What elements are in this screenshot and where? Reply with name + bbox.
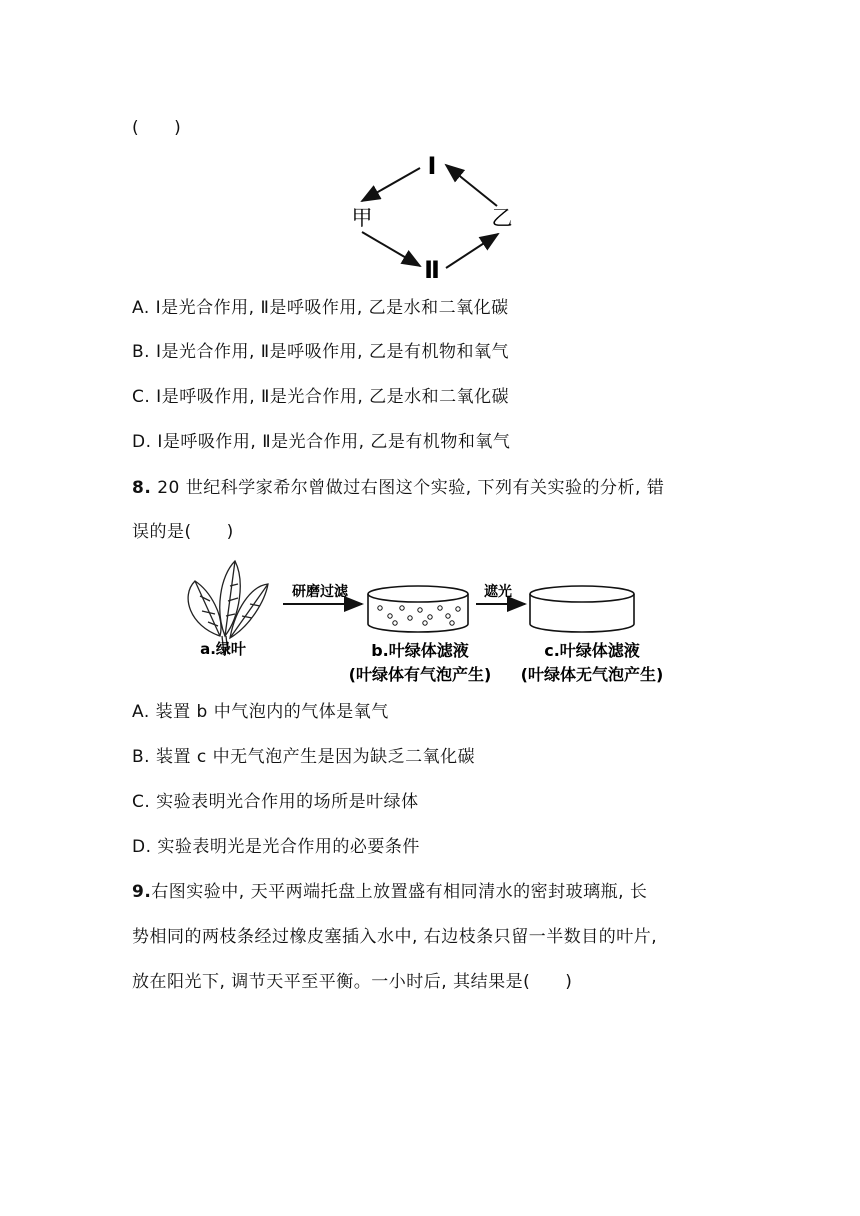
arrow-top-to-left <box>362 168 420 201</box>
dish-c-no-bubbles <box>530 586 634 632</box>
label-c: c.叶绿体滤液 <box>544 641 640 660</box>
q9-stem-line3: 放在阳光下, 调节天平至平衡。一小时后, 其结果是( ) <box>132 972 573 992</box>
q9-stem-line1 <box>132 880 647 904</box>
arrow-left-to-bottom <box>362 232 420 266</box>
cycle-node-top: Ⅰ <box>427 152 437 180</box>
q9-stem-text1: 右图实验中, 天平两端托盘上放置盛有相同清水的密封玻璃瓶, 长 <box>151 882 648 902</box>
cycle-diagram <box>340 148 520 283</box>
arrow-right-to-top <box>446 165 497 206</box>
cycle-node-right: 乙 <box>491 206 513 230</box>
q7-option-b[interactable]: B. Ⅰ是光合作用, Ⅱ是呼吸作用, 乙是有机物和氧气 <box>132 342 509 362</box>
q7-option-a[interactable]: A. Ⅰ是光合作用, Ⅱ是呼吸作用, 乙是水和二氧化碳 <box>132 298 509 318</box>
arrow1-label: 研磨过滤 <box>292 584 348 600</box>
q8-option-d[interactable]: D. 实验表明光是光合作用的必要条件 <box>132 837 420 857</box>
q8-stem-line1 <box>132 476 664 500</box>
q9-stem-line2: 势相同的两枝条经过橡皮塞插入水中, 右边枝条只留一半数目的叶片, <box>132 927 658 947</box>
arrow-bottom-to-right <box>446 234 498 268</box>
label-b-note: (叶绿体有气泡产生) <box>348 665 492 684</box>
q9-number: 9. <box>132 882 152 902</box>
q7-answer-blank: ( ) <box>132 118 182 138</box>
experiment-figure <box>180 556 700 691</box>
q8-number: 8. <box>132 478 152 498</box>
cycle-node-bottom: Ⅱ <box>424 256 440 283</box>
q8-option-c[interactable]: C. 实验表明光合作用的场所是叶绿体 <box>132 792 419 812</box>
q8-stem-text1: 20 世纪科学家希尔曾做过右图这个实验, 下列有关实验的分析, 错 <box>157 478 665 498</box>
q8-option-a[interactable]: A. 装置 b 中气泡内的气体是氧气 <box>132 702 389 722</box>
label-a: a.绿叶 <box>200 640 246 658</box>
cycle-node-left: 甲 <box>351 206 373 230</box>
label-c-note: (叶绿体无气泡产生) <box>520 665 664 684</box>
arrow2-label: 遮光 <box>484 584 512 600</box>
q7-option-d[interactable]: D. Ⅰ是呼吸作用, Ⅱ是光合作用, 乙是有机物和氧气 <box>132 432 511 452</box>
label-b: b.叶绿体滤液 <box>371 641 469 660</box>
dish-b-with-bubbles <box>368 586 468 632</box>
q8-option-b[interactable]: B. 装置 c 中无气泡产生是因为缺乏二氧化碳 <box>132 747 476 767</box>
q7-option-c[interactable]: C. Ⅰ是呼吸作用, Ⅱ是光合作用, 乙是水和二氧化碳 <box>132 387 510 407</box>
q8-stem-line2: 误的是( ) <box>132 522 234 542</box>
